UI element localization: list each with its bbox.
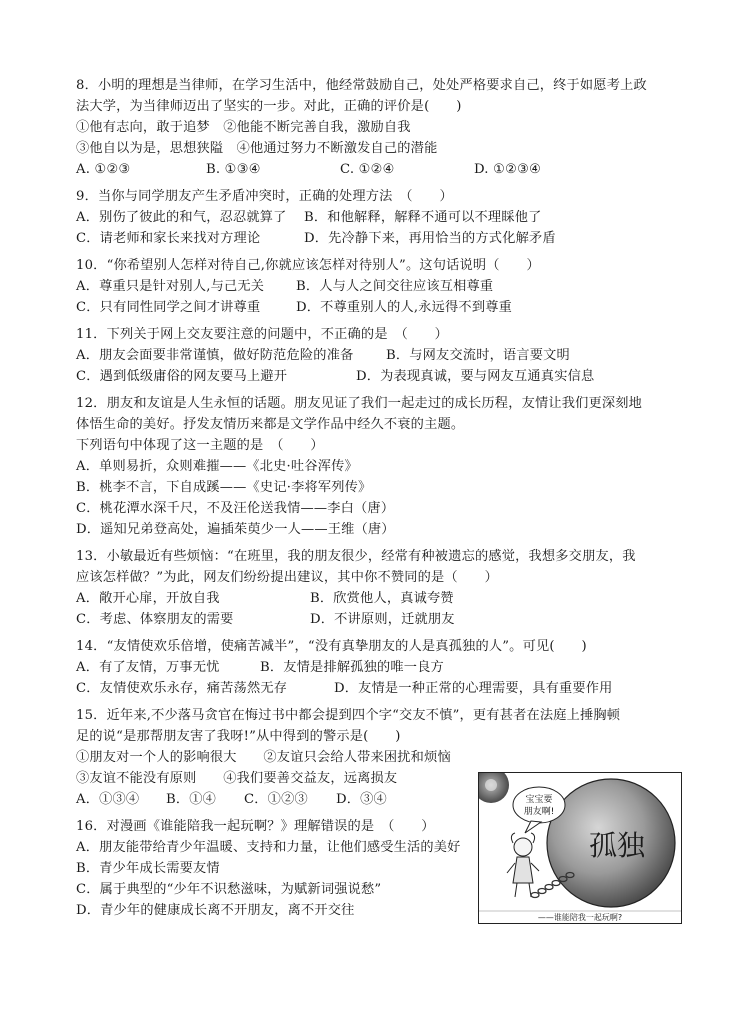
q13-option-a: A．敞开心扉，开放自我 xyxy=(76,591,220,606)
q15-statement-3-4: ③友谊不能没有原则 ④我们要善交益友，远离损友 xyxy=(76,771,398,786)
cartoon-drawing xyxy=(479,773,681,923)
q8-option-b: B. ①③④ xyxy=(206,162,261,177)
q12-option-b: B．桃李不言，下自成蹊——《史记·李将军列传》 xyxy=(76,480,372,495)
q15-option-a: A．①③④ xyxy=(76,792,140,807)
q13-stem-line1: 13．小敏最近有些烦恼：“在班里，我的朋友很少，经常有种被遗忘的感觉，我想多交朋友，我 xyxy=(76,549,636,564)
q12-stem-line3: 下列语句中体现了这一主题的是 （ ） xyxy=(76,438,324,453)
q12-option-a: A．单则易折，众则难摧——《北史·吐谷浑传》 xyxy=(76,459,358,474)
q10-stem: 10．“你希望别人怎样对待自己,你就应该怎样对待别人”。这句话说明（ ） xyxy=(76,258,540,273)
q15-stem-line1: 15．近年来,不少落马贪官在悔过书中都会提到四个字“交友不慎”，更有甚者在法庭上捶胸顿 xyxy=(76,708,621,723)
q14-option-d: D．友情是一种正常的心理需要，具有重要作用 xyxy=(334,681,613,696)
q15-option-d: D．③④ xyxy=(336,792,387,807)
ball-text: 孤独 xyxy=(588,829,646,862)
q11-option-c: C．遇到低级庸俗的网友要马上避开 xyxy=(76,369,288,384)
q12-option-d: D．遥知兄弟登高处，遍插茱萸少一人——王维（唐） xyxy=(76,522,395,537)
q15-stem-line2: 足的说“是那帮朋友害了我呀!”从中得到的警示是( ) xyxy=(76,729,401,744)
q8-statement-3-4: ③他自以为是，思想狭隘 ④他通过努力不断激发自己的潜能 xyxy=(76,141,438,156)
q9-option-a: A．别伤了彼此的和气，忍忍就算了 xyxy=(76,210,287,225)
q10-option-c: C．只有同性同学之间才讲尊重 xyxy=(76,300,261,315)
q14-option-b: B．友情是排解孤独的唯一良方 xyxy=(260,660,444,675)
q14-option-a: A．有了友情，万事无忧 xyxy=(76,660,220,675)
q15-statement-1-2: ①朋友对一个人的影响很大 ②友谊只会给人带来困扰和烦恼 xyxy=(76,750,451,765)
q12-option-c: C．桃花潭水深千尺，不及汪伦送我情——李白（唐） xyxy=(76,501,395,516)
q11-option-a: A．朋友会面要非常谨慎，做好防范危险的准备 xyxy=(76,348,354,363)
q11-stem: 11．下列关于网上交友要注意的问题中，不正确的是 （ ） xyxy=(76,327,449,342)
q12-stem-line1: 12．朋友和友谊是人生永恒的话题。朋友见证了我们一起走过的成长历程，友情让我们更深刻地 xyxy=(76,396,643,411)
q11-option-b: B．与网友交流时，语言要文明 xyxy=(386,348,570,363)
q9-option-c: C．请老师和家长来找对方理论 xyxy=(76,231,261,246)
q8-option-d: D. ①②③④ xyxy=(474,162,542,177)
cartoon-caption: ——谁能陪我一起玩啊? xyxy=(537,913,623,922)
child-figure-icon xyxy=(507,833,539,897)
q8-statement-1-2: ①他有志向，敢于追梦 ②他能不断完善自我，激励自我 xyxy=(76,120,411,135)
q13-stem-line2: 应该怎样做？”为此，网友们纷纷提出建议，其中你不赞同的是（ ） xyxy=(76,570,498,585)
q15-option-b: B．①④ xyxy=(166,792,217,807)
q8-stem-line1: 8．小明的理想是当律师，在学习生活中，他经常鼓励自己，处处严格要求自己，终于如愿考上政 xyxy=(76,78,647,93)
q10-option-d: D．不尊重别人的人,永远得不到尊重 xyxy=(296,300,512,315)
q8-option-a: A. ①②③ xyxy=(76,162,131,177)
q16-stem: 16．对漫画《谁能陪我一起玩啊？》理解错误的是 （ ） xyxy=(76,819,435,834)
q13-option-b: B．欣赏他人，真诚夸赞 xyxy=(310,591,454,606)
q16-option-c: C．属于典型的“少年不识愁滋味，为赋新词强说愁” xyxy=(76,882,382,897)
q8-stem-line2: 法大学，为当律师迈出了坚实的一步。对此，正确的评价是( ) xyxy=(76,99,462,114)
q9-option-b: B．和他解释，解释不通可以不理睬他了 xyxy=(304,210,542,225)
q14-stem: 14．“友情使欢乐倍增，使痛苦减半”，“没有真挚朋友的人是真孤独的人”。可见( ) xyxy=(76,639,587,654)
q9-stem: 9．当你与同学朋友产生矛盾冲突时，正确的处理方法 （ ） xyxy=(76,189,453,204)
q14-option-c: C．友情使欢乐永存，痛苦荡然无存 xyxy=(76,681,288,696)
q16-option-b: B．青少年成长需要友情 xyxy=(76,861,220,876)
loneliness-cartoon xyxy=(478,772,682,924)
q8-option-c: C. ①②④ xyxy=(340,162,395,177)
q15-option-c: C．①②③ xyxy=(244,792,308,807)
q13-option-c: C．考虑、体察朋友的需要 xyxy=(76,612,234,627)
q11-option-d: D．为表现真诚，要与网友互通真实信息 xyxy=(356,369,595,384)
q10-option-b: B．人与人之间交往应该互相尊重 xyxy=(296,279,494,294)
bubble-line-2: 朋友啊! xyxy=(523,807,555,817)
q16-option-a: A．朋友能带给青少年温暖、支持和力量，让他们感受生活的美好 xyxy=(76,840,461,855)
q16-option-d: D．青少年的健康成长离不开朋友，离不开交往 xyxy=(76,903,355,918)
q10-option-a: A．尊重只是针对别人,与己无关 xyxy=(76,279,265,294)
q12-stem-line2: 体悟生命的美好。抒发友情历来都是文学作品中经久不衰的主题。 xyxy=(76,417,465,432)
bubble-line-1: 宝宝要 xyxy=(525,795,553,805)
q9-option-d: D．先冷静下来，再用恰当的方式化解矛盾 xyxy=(304,231,556,246)
q13-option-d: D．不讲原则，迁就朋友 xyxy=(310,612,455,627)
